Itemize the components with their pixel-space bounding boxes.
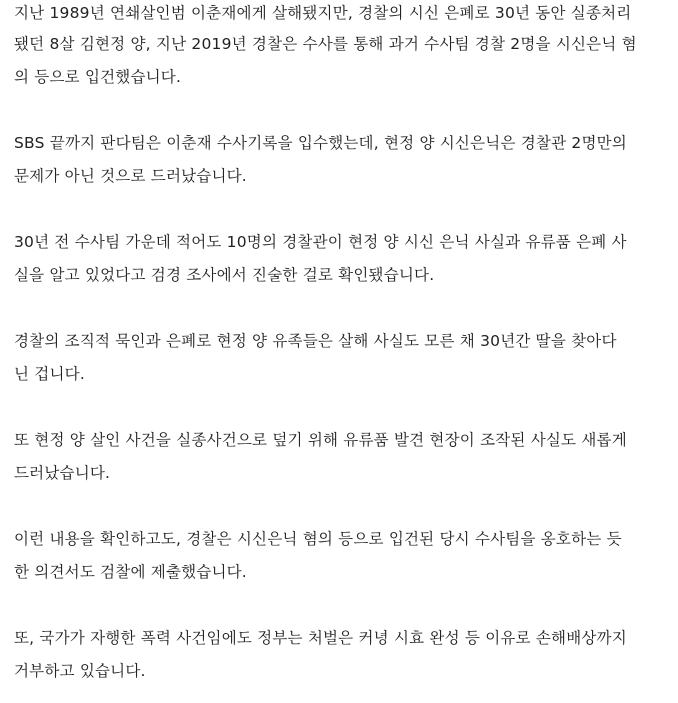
text-line: SBS 끝까지 판다팀은 이춘재 수사기록을 입수했는데, 현정 양 시신은닉은 경찰관 2명만의 (14, 134, 627, 152)
paragraph-spacer (14, 193, 674, 226)
text-line: 경찰의 조직적 묵인과 은폐로 현정 양 유족들은 살해 사실도 모른 채 30년간 딸을 찾아다 (14, 332, 617, 350)
paragraph-6 (14, 523, 674, 589)
text-line: 지난 1989년 연쇄살인범 이춘재에게 살해됐지만, 경찰의 시신 은폐로 30년 동안 실종처리 (14, 4, 632, 22)
text-line: 거부하고 있습니다. (14, 662, 146, 680)
paragraph-1 (14, 0, 674, 94)
text-line: 됐던 8살 김현정 양, 지난 2019년 경찰은 수사를 통해 과거 수사팀 경찰 2명을 시신은닉 혐 (14, 35, 637, 53)
article-body (14, 0, 674, 688)
text-line: 의 등으로 입건했습니다. (14, 68, 182, 86)
paragraph-4 (14, 325, 674, 391)
text-line: 드러났습니다. (14, 464, 111, 482)
paragraph-spacer (14, 94, 674, 127)
text-line: 닌 겁니다. (14, 365, 85, 383)
text-line: 이런 내용을 확인하고도, 경찰은 시신은닉 혐의 등으로 입건된 당시 수사팀을 옹호하는 듯 (14, 530, 622, 548)
text-line: 한 의견서도 검찰에 제출했습니다. (14, 563, 247, 581)
paragraph-spacer (14, 490, 674, 523)
paragraph-spacer (14, 292, 674, 325)
paragraph-5 (14, 424, 674, 490)
paragraph-spacer (14, 391, 674, 424)
text-line: 또 현정 양 살인 사건을 실종사건으로 덮기 위해 유류품 발견 현장이 조작된 사실도 새롭게 (14, 431, 627, 449)
text-line: 문제가 아닌 것으로 드러났습니다. (14, 167, 247, 185)
text-line: 또, 국가가 자행한 폭력 사건임에도 정부는 처벌은 커녕 시효 완성 등 이유로 손해배상까지 (14, 629, 627, 647)
text-line: 실을 알고 있었다고 검경 조사에서 진술한 걸로 확인됐습니다. (14, 266, 435, 284)
text-line: 30년 전 수사팀 가운데 적어도 10명의 경찰관이 현정 양 시신 은닉 사실과 유류품 은폐 사 (14, 233, 627, 251)
paragraph-spacer (14, 589, 674, 622)
paragraph-2 (14, 127, 674, 193)
paragraph-7 (14, 622, 674, 688)
paragraph-3 (14, 226, 674, 292)
